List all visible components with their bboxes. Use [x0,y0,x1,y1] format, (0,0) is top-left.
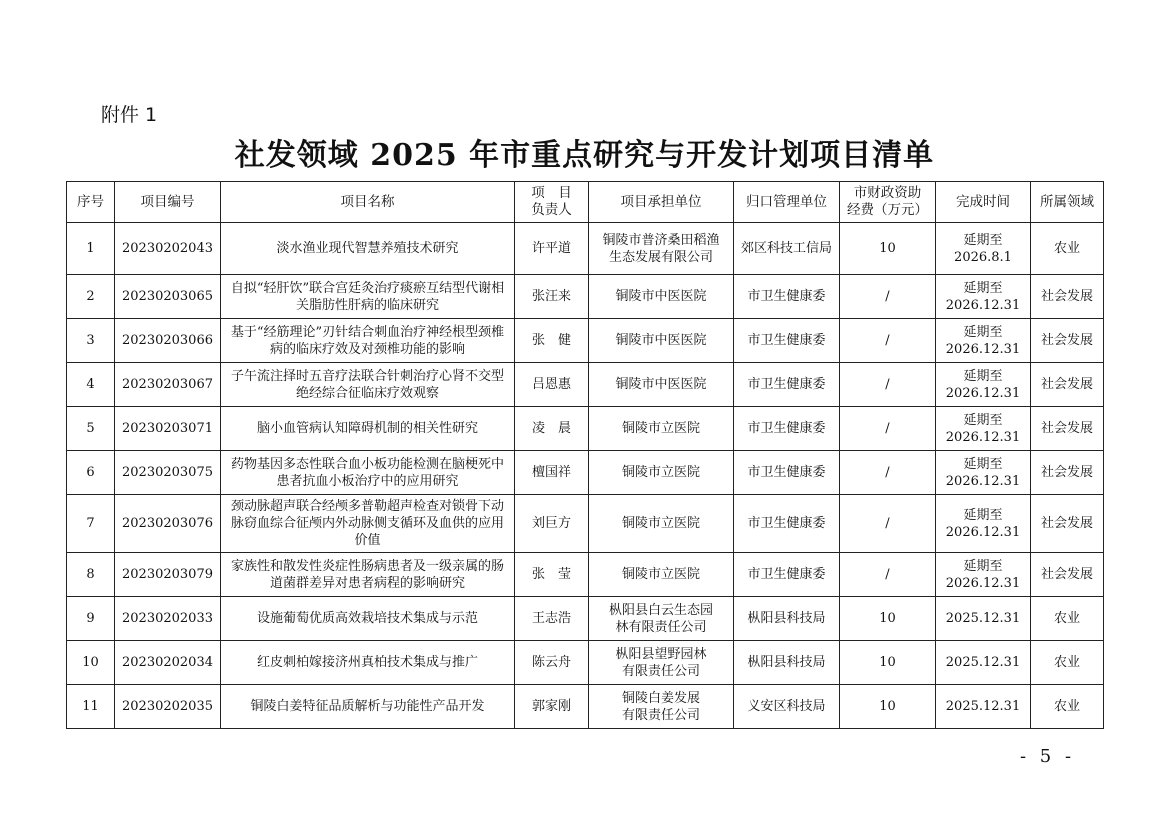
header-management-unit: 归口管理单位 [734,182,840,223]
cell-project-code: 20230203071 [115,407,221,451]
cell-completion-time: 延期至 2026.12.31 [936,495,1031,553]
cell-project-name: 铜陵白姜特征品质解析与功能性产品开发 [221,685,515,729]
cell-management-unit: 市卫生健康委 [734,553,840,597]
cell-undertaking-unit: 铜陵白姜发展 有限责任公司 [589,685,734,729]
cell-funding: / [840,407,936,451]
cell-management-unit: 市卫生健康委 [734,495,840,553]
cell-project-name: 家族性和散发性炎症性肠病患者及一级亲属的肠道菌群差异对患者病程的影响研究 [221,553,515,597]
cell-field: 社会发展 [1031,319,1104,363]
cell-management-unit: 枞阳县科技局 [734,641,840,685]
cell-project-code: 20230202035 [115,685,221,729]
cell-management-unit: 枞阳县科技局 [734,597,840,641]
cell-project-name: 设施葡萄优质高效栽培技术集成与示范 [221,597,515,641]
table-row [67,275,1104,319]
cell-funding: 10 [840,685,936,729]
cell-field: 农业 [1031,597,1104,641]
cell-field: 社会发展 [1031,553,1104,597]
cell-completion-time: 延期至 2026.12.31 [936,553,1031,597]
header-project-code: 项目编号 [115,182,221,223]
cell-management-unit: 市卫生健康委 [734,319,840,363]
cell-funding: / [840,495,936,553]
cell-leader: 王志浩 [515,597,589,641]
cell-funding: 10 [840,597,936,641]
header-project-name: 项目名称 [221,182,515,223]
cell-management-unit: 市卫生健康委 [734,275,840,319]
cell-undertaking-unit: 铜陵市立医院 [589,451,734,495]
cell-seq: 4 [67,363,115,407]
cell-leader: 刘巨方 [515,495,589,553]
cell-management-unit: 市卫生健康委 [734,451,840,495]
cell-undertaking-unit: 铜陵市中医医院 [589,319,734,363]
cell-management-unit: 市卫生健康委 [734,363,840,407]
header-leader: 项 目 负责人 [515,182,589,223]
cell-completion-time: 2025.12.31 [936,685,1031,729]
table-row [67,597,1104,641]
cell-field: 农业 [1031,641,1104,685]
cell-undertaking-unit: 铜陵市立医院 [589,495,734,553]
cell-project-name: 药物基因多态性联合血小板功能检测在脑梗死中患者抗血小板治疗中的应用研究 [221,451,515,495]
cell-funding: / [840,553,936,597]
cell-field: 农业 [1031,223,1104,275]
cell-project-code: 20230203066 [115,319,221,363]
table-header-row [67,182,1104,223]
cell-funding: 10 [840,641,936,685]
cell-project-name: 红皮刺柏嫁接济州真柏技术集成与推广 [221,641,515,685]
cell-undertaking-unit: 铜陵市中医医院 [589,363,734,407]
cell-completion-time: 延期至 2026.12.31 [936,319,1031,363]
cell-undertaking-unit: 枞阳县白云生态园 林有限责任公司 [589,597,734,641]
cell-project-name: 子午流注择时五音疗法联合针刺治疗心肾不交型绝经综合征临床疗效观察 [221,363,515,407]
table-row [67,553,1104,597]
cell-leader: 张 健 [515,319,589,363]
cell-completion-time: 延期至 2026.12.31 [936,363,1031,407]
cell-project-name: 脑小血管病认知障碍机制的相关性研究 [221,407,515,451]
cell-undertaking-unit: 铜陵市立医院 [589,407,734,451]
cell-funding: / [840,275,936,319]
table-row [67,319,1104,363]
header-undertaking-unit: 项目承担单位 [589,182,734,223]
cell-management-unit: 郊区科技工信局 [734,223,840,275]
cell-leader: 郭家刚 [515,685,589,729]
cell-project-code: 20230203067 [115,363,221,407]
cell-project-name: 基于“经筋理论”刃针结合刺血治疗神经根型颈椎病的临床疗效及对颈椎功能的影响 [221,319,515,363]
cell-field: 社会发展 [1031,363,1104,407]
table-row [67,451,1104,495]
cell-leader: 陈云舟 [515,641,589,685]
cell-management-unit: 市卫生健康委 [734,407,840,451]
cell-undertaking-unit: 铜陵市中医医院 [589,275,734,319]
cell-seq: 3 [67,319,115,363]
cell-project-code: 20230203075 [115,451,221,495]
cell-undertaking-unit: 铜陵市普济桑田稻渔 生态发展有限公司 [589,223,734,275]
cell-completion-time: 延期至 2026.8.1 [936,223,1031,275]
cell-seq: 6 [67,451,115,495]
cell-seq: 7 [67,495,115,553]
table-body [67,223,1104,729]
cell-project-code: 20230202033 [115,597,221,641]
cell-management-unit: 义安区科技局 [734,685,840,729]
cell-funding: / [840,319,936,363]
cell-leader: 凌 晨 [515,407,589,451]
cell-undertaking-unit: 枞阳县望野园林 有限责任公司 [589,641,734,685]
header-field: 所属领域 [1031,182,1104,223]
header-funding: 市财政资助 经费（万元） [840,182,936,223]
cell-leader: 张汪来 [515,275,589,319]
attachment-label: 附件 1 [101,104,158,126]
cell-leader: 许平道 [515,223,589,275]
cell-completion-time: 延期至 2026.12.31 [936,451,1031,495]
cell-seq: 9 [67,597,115,641]
cell-project-name: 颈动脉超声联合经颅多普勒超声检查对锁骨下动脉窃血综合征颅内外动脉侧支循环及血供的应用价值 [221,495,515,553]
table-row [67,223,1104,275]
cell-project-name: 自拟“轻肝饮”联合宫廷灸治疗痰瘀互结型代谢相关脂肪性肝病的临床研究 [221,275,515,319]
cell-project-name: 淡水渔业现代智慧养殖技术研究 [221,223,515,275]
cell-completion-time: 2025.12.31 [936,597,1031,641]
header-seq: 序号 [67,182,115,223]
cell-seq: 1 [67,223,115,275]
cell-completion-time: 2025.12.31 [936,641,1031,685]
table-row [67,495,1104,553]
cell-project-code: 20230202034 [115,641,221,685]
cell-field: 社会发展 [1031,275,1104,319]
cell-completion-time: 延期至 2026.12.31 [936,407,1031,451]
cell-project-code: 20230202043 [115,223,221,275]
cell-leader: 张 莹 [515,553,589,597]
table-row [67,685,1104,729]
cell-project-code: 20230203079 [115,553,221,597]
table-row [67,407,1104,451]
cell-seq: 11 [67,685,115,729]
cell-completion-time: 延期至 2026.12.31 [936,275,1031,319]
cell-undertaking-unit: 铜陵市立医院 [589,553,734,597]
cell-seq: 8 [67,553,115,597]
cell-funding: 10 [840,223,936,275]
cell-field: 农业 [1031,685,1104,729]
cell-funding: / [840,451,936,495]
cell-seq: 2 [67,275,115,319]
table-row [67,641,1104,685]
table-row [67,363,1104,407]
cell-leader: 吕恩惠 [515,363,589,407]
cell-project-code: 20230203065 [115,275,221,319]
project-table [66,181,1104,729]
cell-project-code: 20230203076 [115,495,221,553]
cell-field: 社会发展 [1031,407,1104,451]
cell-field: 社会发展 [1031,495,1104,553]
document-title: 社发领域 2025 年市重点研究与开发计划项目清单 [234,138,935,173]
cell-leader: 檀国祥 [515,451,589,495]
page-number: - 5 - [1020,746,1076,767]
cell-field: 社会发展 [1031,451,1104,495]
header-completion-time: 完成时间 [936,182,1031,223]
cell-seq: 5 [67,407,115,451]
cell-seq: 10 [67,641,115,685]
cell-funding: / [840,363,936,407]
